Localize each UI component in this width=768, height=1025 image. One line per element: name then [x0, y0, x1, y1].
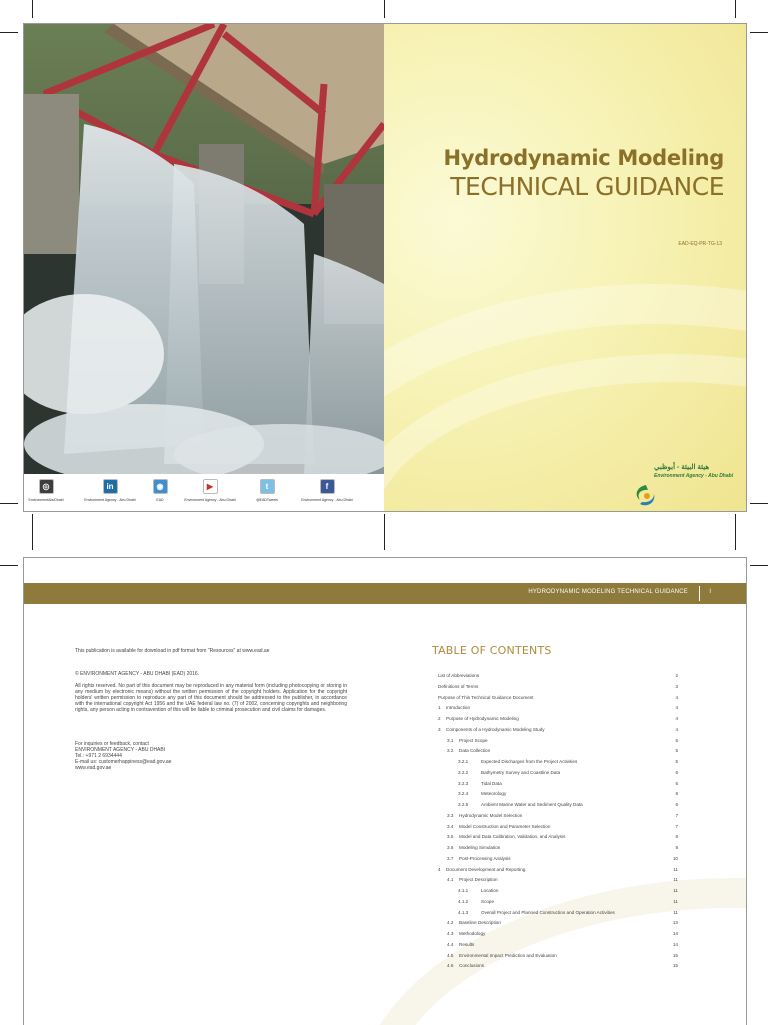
social-link-label: Environment Agency - Abu Dhabi [301, 498, 353, 502]
toc-entry-title: Hydrodynamic Model Selection [459, 812, 523, 818]
cover-spread [23, 23, 747, 512]
toc-entry-page: 2 [675, 673, 678, 678]
crop-mark [0, 565, 18, 566]
toc-entry-title: Baseline Description [459, 920, 501, 926]
cover-title-line1: Hydrodynamic Modeling [443, 146, 724, 170]
toc-entry-number: 4.6 [447, 963, 454, 969]
social-link-label: @EADTweets [256, 498, 278, 502]
toc-entry-number: 1 [438, 705, 441, 711]
page-header-banner [24, 583, 746, 604]
toc-entry[interactable] [438, 942, 678, 949]
instagram-icon: ◎ [39, 479, 54, 494]
toc-entry-page: 10 [672, 855, 678, 861]
toc-entry-number: 3.2 [447, 748, 454, 754]
social-link-label: EAD [156, 498, 164, 502]
toc-entry[interactable] [438, 716, 678, 723]
toc-entry-page: 8 [675, 845, 678, 850]
logo-arabic-text: هيئة البيئة - أبوظبي [654, 464, 710, 471]
toc-entry-page: 5 [675, 759, 678, 764]
website-link[interactable]: www.ead.gov.ae [75, 765, 112, 771]
page-number: I [709, 589, 711, 595]
cover-right-panel [384, 24, 746, 511]
toc-entry-title: Location [481, 888, 499, 893]
toc-entry-title: Model Construction and Parameter Selection [459, 823, 551, 829]
toc-entry-number: 3.1 [447, 737, 454, 743]
toc-entry[interactable] [438, 705, 678, 712]
toc-entry[interactable] [438, 888, 678, 895]
header-divider [699, 586, 700, 601]
toc-entry[interactable] [438, 684, 678, 691]
toc-entry-page: 8 [675, 834, 678, 840]
toc-entry[interactable] [438, 899, 678, 906]
crop-mark [750, 565, 768, 566]
toc-entry-page: 11 [673, 888, 678, 893]
toc-entry[interactable] [438, 759, 678, 766]
toc-entry-page: 4 [675, 716, 678, 721]
crop-mark [384, 0, 385, 18]
twitter-icon: t [260, 479, 275, 494]
toc-entry[interactable] [438, 910, 678, 917]
toc-entry-page: 13 [672, 920, 678, 926]
toc-entry-page: 3 [675, 683, 678, 689]
toc-entry[interactable] [438, 845, 678, 852]
toc-entry-page: 15 [672, 963, 678, 969]
toc-entry-title: Ambient Marine Water and Sediment Quality Data [481, 802, 583, 807]
cover-title-line2: TECHNICAL GUIDANCE [450, 172, 724, 201]
toc-entry-title: Purpose of Hydrodynamic Modeling [446, 716, 519, 721]
toc-entry-title: Methodology [459, 931, 486, 936]
toc-entry-number: 4.1.2 [458, 898, 469, 904]
toc-entry[interactable] [438, 673, 678, 680]
publication-note: This publication is available for download in pdf format from "Resources" at www.ead.ae [75, 648, 270, 654]
logo-english-text: Environment Agency - Abu Dhabi [654, 473, 734, 479]
toc-entry-page: 6 [675, 780, 678, 786]
ead-logo-icon [632, 482, 747, 510]
document-code: EAD-EQ-PR-TG-13 [678, 241, 722, 247]
app-icon: ◉ [153, 479, 168, 494]
toc-entry-page: 11 [673, 898, 678, 904]
toc-entry[interactable] [438, 727, 678, 734]
toc-entry-number: 4.1 [447, 877, 454, 883]
toc-entry-page: 6 [675, 769, 678, 775]
toc-entry-number: 3.2.3 [458, 780, 469, 786]
toc-entry[interactable] [438, 813, 678, 820]
toc-entry-page: 7 [675, 823, 678, 829]
toc-entry-title: Bathymetry Survey and Coastline Data [481, 769, 561, 775]
toc-entry-number: 4.1.1 [458, 888, 469, 893]
crop-mark [0, 32, 18, 33]
toc-entry-page: 11 [673, 909, 678, 915]
toc-title: TABLE OF CONTENTS [432, 644, 552, 657]
toc-entry-title: Expected Discharges from the Project Activities [481, 759, 578, 764]
copyright-line: © ENVIRONMENT AGENCY - ABU DHABI (EAD) 2016. [75, 671, 200, 677]
waterfall-image [24, 24, 384, 474]
toc-entry-number: 4.5 [447, 952, 454, 958]
social-link[interactable] [297, 479, 357, 502]
toc-entry-page: 15 [672, 952, 678, 958]
social-link-label: Environment Agency - Abu Dhabi [84, 498, 136, 502]
toc-entry-number: 3.6 [447, 845, 454, 850]
toc-entry-number: 3.2.1 [458, 759, 469, 764]
contact-block [75, 741, 171, 771]
toc-entry-number: 3.2.5 [458, 802, 469, 807]
toc-entry[interactable] [438, 781, 678, 788]
toc-entry-page: 14 [672, 931, 678, 936]
toc-entry-title: Document Development and Reporting [446, 866, 526, 872]
social-link-label: EnvironmentAbuDhabi [28, 498, 64, 502]
toc-entry[interactable] [438, 738, 678, 745]
toc-entry-title: Modeling Simulation [459, 845, 501, 850]
crop-mark [32, 0, 33, 18]
toc-entry[interactable] [438, 791, 678, 798]
toc-entry[interactable] [438, 802, 678, 809]
toc-entry[interactable] [438, 963, 678, 970]
contact-email-link[interactable]: E-mail us: customerhappiness@ead.gov.ae [75, 759, 172, 765]
toc-entry-number: 3.3 [447, 812, 454, 818]
toc-entry-title: Model and Data Calibration, Validation, and Analysis [459, 834, 566, 840]
toc-entry-page: 5 [675, 737, 678, 743]
toc-entry-title: Tidal Data [481, 780, 502, 786]
toc-entry-title: Results [459, 941, 475, 947]
toc-entry[interactable] [438, 695, 678, 702]
toc-entry-page: 6 [675, 791, 678, 797]
toc-entry-page: 4 [675, 694, 678, 700]
social-link[interactable] [23, 479, 76, 502]
toc-entry-title: Purpose of This Technical Guidance Document [438, 694, 534, 700]
crop-mark [735, 514, 736, 550]
contact-line: ENVIRONMENT AGENCY - ABU DHABI [75, 747, 166, 753]
toc-entry[interactable] [438, 953, 678, 960]
crop-mark [750, 32, 768, 33]
social-link[interactable] [237, 479, 297, 502]
toc-entry[interactable] [438, 931, 678, 938]
linkedin-icon: in [103, 479, 118, 494]
toc-entry-number: 4.3 [447, 931, 454, 936]
toc-entry[interactable] [438, 920, 678, 927]
youtube-icon: ▶ [203, 479, 218, 494]
facebook-icon: f [320, 479, 335, 494]
toc-entry-title: Components of a Hydrodynamic Modeling Study [446, 726, 545, 732]
toc-entry-page: 4 [675, 726, 678, 732]
toc-entry-title: Meteorology [481, 791, 507, 797]
toc-entry-number: 3.7 [447, 855, 454, 861]
toc-entry-title: Scope [481, 898, 495, 904]
toc-entry[interactable] [438, 834, 678, 841]
toc-entry-title: Introduction [446, 705, 471, 711]
header-title: HYDRODYNAMIC MODELING TECHNICAL GUIDANCE [528, 589, 688, 595]
toc-entry-number: 3.2.4 [458, 791, 469, 797]
toc-entry-number: 3.4 [447, 823, 454, 829]
toc-entry[interactable] [438, 770, 678, 777]
toc-entry-number: 3 [438, 726, 441, 732]
toc-entry-page: 11 [673, 877, 678, 883]
toc-entry-number: 4.4 [447, 941, 454, 947]
crop-mark [735, 0, 736, 18]
social-link[interactable] [180, 479, 240, 502]
toc-entry-title: Post-Processing Analysis [459, 855, 511, 861]
crop-mark [32, 514, 33, 550]
toc-entry-title: Overall Project and Planned Construction and Operation Activities [481, 909, 615, 915]
toc-entry[interactable] [438, 824, 678, 831]
toc-entry-title: List of Abbreviations [438, 673, 480, 678]
crop-mark [750, 503, 768, 504]
toc-entry-page: 4 [675, 705, 678, 711]
toc-entry-page: 6 [675, 802, 678, 807]
toc-entry-title: Data Collection [459, 748, 491, 754]
toc-entry-number: 4 [438, 866, 441, 872]
toc-entry-title: Project Description [459, 877, 498, 883]
toc-entry-title: Definitions of Terms [438, 683, 479, 689]
toc-entry-number: 4.2 [447, 920, 454, 926]
toc-entry[interactable] [438, 748, 678, 755]
toc-entry-number: 4.1.3 [458, 909, 469, 915]
cover-photo [24, 24, 384, 474]
toc-entry-title: Conclusions [459, 963, 485, 969]
contact-line: Tel.: +971 2 6934444 [75, 753, 122, 759]
toc-entry[interactable] [438, 856, 678, 863]
social-links-bar [24, 474, 384, 511]
social-link-label: Environment Agency - Abu Dhabi [184, 498, 236, 502]
toc-entry-number: 3.5 [447, 834, 454, 840]
crop-mark [384, 514, 385, 550]
toc-entry[interactable] [438, 867, 678, 874]
toc-entry-page: 14 [672, 941, 678, 947]
toc-entry-page: 5 [675, 748, 678, 754]
inner-page [23, 557, 747, 1025]
crop-mark [0, 503, 18, 504]
toc-entry-number: 3.2.2 [458, 769, 469, 775]
contact-line: For inquiries or feedback, contact [75, 741, 149, 747]
toc-entry-title: Project Scope [459, 737, 488, 743]
cover-title [444, 146, 724, 201]
toc-entry-title: Environmental Impact Prediction and Evaluation [459, 952, 557, 958]
toc-entry-number: 2 [438, 716, 441, 721]
rights-statement: All rights reserved. No part of this document may be reproduced in any material form (including photocopying or storing in any medium by electronic means) without the written permission of the copyright holders. Application for the copyright holders' written permission to reproduce any part of this document should be addressed to the publisher, in accordance with the international copyright Act 1956 and the UAE federal law no. (7) of 2002, concerning copyrights and neighboring rights, any person acting in contravention of this will be liable to criminal prosecution and civil claims for damages. [75, 683, 347, 713]
toc-entry[interactable] [438, 877, 678, 884]
toc-entry-page: 7 [675, 812, 678, 818]
toc-entry-page: 11 [673, 866, 678, 872]
